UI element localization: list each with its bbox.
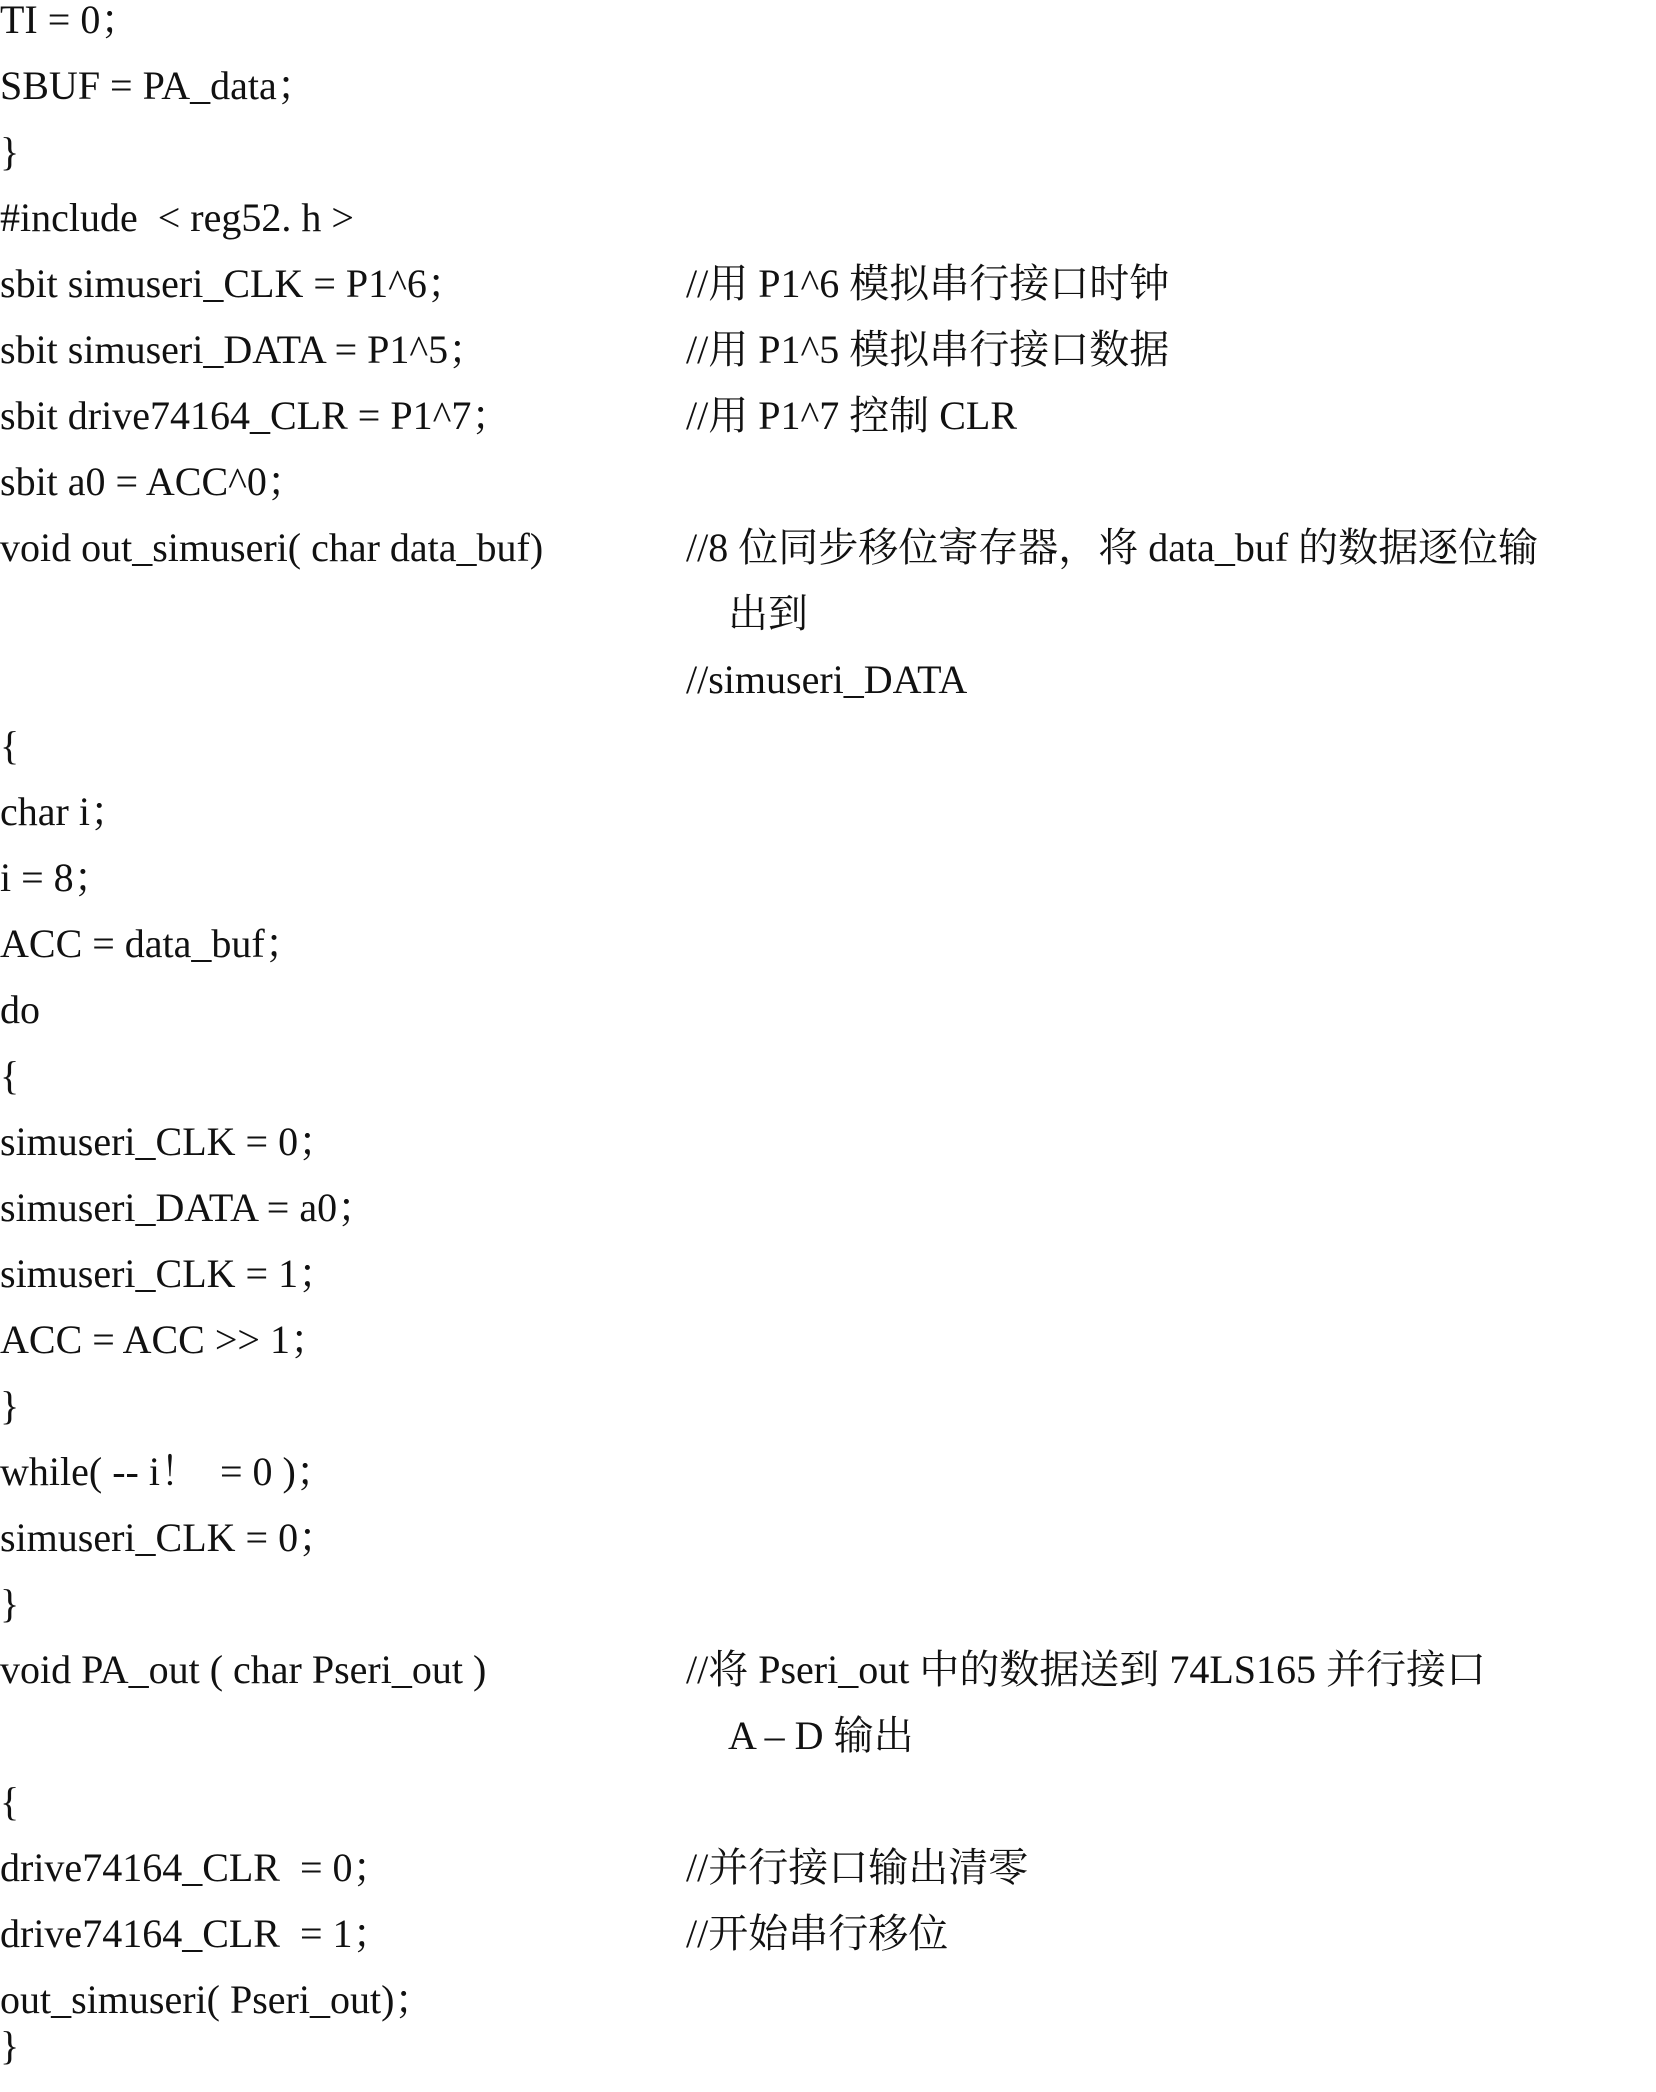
code-line bbox=[0, 261, 1656, 330]
code-line bbox=[0, 1383, 1656, 1452]
code-line bbox=[0, 591, 1656, 660]
code-comment-continuation: A – D 输出 bbox=[728, 1713, 914, 1758]
code-text: sbit a0 = ACC^0； bbox=[0, 459, 307, 504]
code-line bbox=[0, 1119, 1656, 1188]
code-text: drive74164_CLR = 0； bbox=[0, 1845, 393, 1890]
code-text: char i； bbox=[0, 789, 130, 834]
code-comment: //用 P1^7 控制 CLR bbox=[686, 393, 1018, 438]
code-line bbox=[0, 1515, 1656, 1584]
code-text: simuseri_CLK = 0； bbox=[0, 1515, 339, 1560]
code-comment: //将 Pseri_out 中的数据送到 74LS165 并行接口 bbox=[686, 1647, 1487, 1692]
code-text: drive74164_CLR = 1； bbox=[0, 1911, 393, 1956]
code-text: sbit drive74164_CLR = P1^7； bbox=[0, 393, 512, 438]
code-line bbox=[0, 195, 1656, 264]
code-line bbox=[0, 1449, 1656, 1518]
code-text: } bbox=[0, 1581, 20, 1626]
code-comment: //并行接口输出清零 bbox=[686, 1845, 1029, 1890]
code-text: i = 8； bbox=[0, 855, 114, 900]
code-text: ACC = data_buf； bbox=[0, 921, 305, 966]
code-line bbox=[0, 789, 1656, 858]
code-text: } bbox=[0, 2023, 20, 2068]
code-line bbox=[0, 459, 1656, 528]
code-line bbox=[0, 1713, 1656, 1782]
code-line bbox=[0, 1581, 1656, 1650]
code-comment: //用 P1^6 模拟串行接口时钟 bbox=[686, 261, 1170, 306]
code-text: ACC = ACC >> 1； bbox=[0, 1317, 330, 1362]
code-line bbox=[0, 855, 1656, 924]
code-text: { bbox=[0, 1779, 20, 1824]
code-line bbox=[0, 0, 1656, 66]
code-text: sbit simuseri_DATA = P1^5； bbox=[0, 327, 489, 372]
code-line bbox=[0, 525, 1656, 594]
code-line bbox=[0, 1647, 1656, 1716]
code-text: void out_simuseri( char data_buf) bbox=[0, 525, 544, 570]
code-text: TI = 0； bbox=[0, 0, 141, 42]
code-text: while( -- i！ = 0 )； bbox=[0, 1449, 336, 1494]
code-text: { bbox=[0, 723, 20, 768]
code-text: SBUF = PA_data； bbox=[0, 63, 317, 108]
code-text: simuseri_CLK = 1； bbox=[0, 1251, 339, 1296]
code-text: #include < reg52. h > bbox=[0, 195, 354, 240]
code-line bbox=[0, 2023, 1656, 2092]
code-line bbox=[0, 1053, 1656, 1122]
code-text: } bbox=[0, 129, 20, 174]
code-text: sbit simuseri_CLK = P1^6； bbox=[0, 261, 467, 306]
code-comment: //开始串行移位 bbox=[686, 1911, 949, 1956]
code-comment: //simuseri_DATA bbox=[686, 657, 968, 702]
code-line bbox=[0, 1251, 1656, 1320]
code-line bbox=[0, 327, 1656, 396]
code-comment-continuation: 出到 bbox=[728, 591, 808, 636]
code-comment: //8 位同步移位寄存器，将 data_buf 的数据逐位输 bbox=[686, 525, 1539, 570]
code-line bbox=[0, 657, 1656, 726]
code-text: do bbox=[0, 987, 40, 1032]
code-line bbox=[0, 1911, 1656, 1980]
code-line bbox=[0, 1845, 1656, 1914]
code-text: out_simuseri( Pseri_out)； bbox=[0, 1977, 435, 2022]
code-text: } bbox=[0, 1383, 20, 1428]
code-line bbox=[0, 393, 1656, 462]
code-line bbox=[0, 63, 1656, 132]
code-line bbox=[0, 987, 1656, 1056]
code-comment: //用 P1^5 模拟串行接口数据 bbox=[686, 327, 1170, 372]
code-line bbox=[0, 1779, 1656, 1848]
code-line bbox=[0, 723, 1656, 792]
code-text: void PA_out ( char Pseri_out ) bbox=[0, 1647, 487, 1692]
code-line bbox=[0, 129, 1656, 198]
code-line bbox=[0, 1317, 1656, 1386]
code-text: { bbox=[0, 1053, 20, 1098]
code-text: simuseri_DATA = a0； bbox=[0, 1185, 378, 1230]
code-line bbox=[0, 921, 1656, 990]
code-text: simuseri_CLK = 0； bbox=[0, 1119, 339, 1164]
code-line bbox=[0, 1185, 1656, 1254]
